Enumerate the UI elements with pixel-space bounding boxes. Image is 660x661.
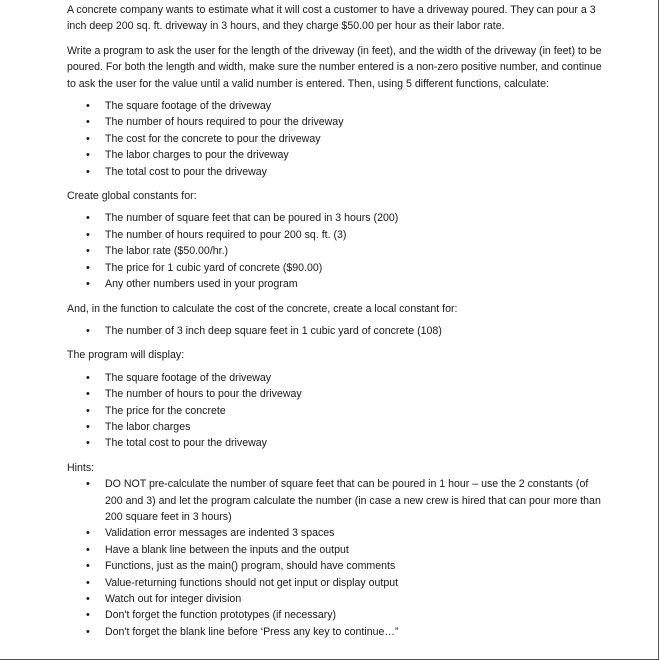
local-list [67, 323, 607, 339]
list-item: • The cost for the concrete to pour the driveway [67, 131, 607, 147]
list-item: • The number of hours required to pour the driveway [67, 114, 607, 130]
display-list [67, 370, 607, 452]
list-item: • The number of hours to pour the driveway [67, 386, 607, 402]
list-item: • The number of hours required to pour 200 sq. ft. (3) [67, 227, 607, 243]
display-heading: The program will display: [67, 349, 185, 362]
list-item: • Functions, just as the main() program, should have comments [67, 558, 607, 574]
local-heading: And, in the function to calculate the cost of the concrete, create a local constant for: [67, 302, 458, 315]
hints-heading: Hints: [67, 461, 95, 474]
list-item: • The labor charges [67, 419, 607, 435]
list-item: • The square footage of the driveway [67, 98, 607, 114]
globals-list [67, 210, 607, 292]
list-item: • Have a blank line between the inputs and the output [67, 542, 607, 558]
list-item: • The number of square feet that can be poured in 3 hours (200) [67, 210, 607, 226]
list-item: • The total cost to pour the driveway [67, 435, 607, 451]
list-item: • The labor rate ($50.00/hr.) [67, 243, 607, 259]
globals-heading: Create global constants for: [67, 190, 197, 203]
calculate-list [67, 98, 607, 180]
task-paragraph: Write a program to ask the user for the length of the driveway (in feet), and the width of the driveway (in feet) to be poured. For both the length and width, make sure the number entered is a non-zero positive number, and continue to ask the user for the value until a valid number is entered. Then, using 5 different functions, calculate: [67, 44, 602, 90]
list-item: • Validation error messages are indented 3 spaces [67, 525, 607, 541]
list-item: • The number of 3 inch deep square feet in 1 cubic yard of concrete (108) [67, 323, 607, 339]
hints-list [67, 476, 607, 640]
list-item: • Don't forget the blank line before ‘Press any key to continue…” [67, 624, 607, 640]
list-item: • Don't forget the function prototypes (if necessary) [67, 607, 607, 623]
document-page [67, 2, 607, 640]
list-item: • The total cost to pour the driveway [67, 164, 607, 180]
list-item: • The labor charges to pour the driveway [67, 147, 607, 163]
intro-paragraph: A concrete company wants to estimate what it will cost a customer to have a driveway poured. They can pour a 3 inch deep 200 sq. ft. driveway in 3 hours, and they charge $50.00 per hour as their labor rate. [67, 4, 596, 33]
list-item: • Any other numbers used in your program [67, 276, 607, 292]
list-item: • DO NOT pre-calculate the number of square feet that can be poured in 1 hour – use the 2 constants (of 200 and 3) and let the program calculate the number (in case a new crew is hired that can pour more than 200 square feet in 3 hours) [67, 476, 607, 525]
list-item: • The square footage of the driveway [67, 370, 607, 386]
list-item: • Value-returning functions should not get input or display output [67, 575, 607, 591]
list-item: • The price for 1 cubic yard of concrete ($90.00) [67, 260, 607, 276]
list-item: • Watch out for integer division [67, 591, 607, 607]
list-item: • The price for the concrete [67, 403, 607, 419]
